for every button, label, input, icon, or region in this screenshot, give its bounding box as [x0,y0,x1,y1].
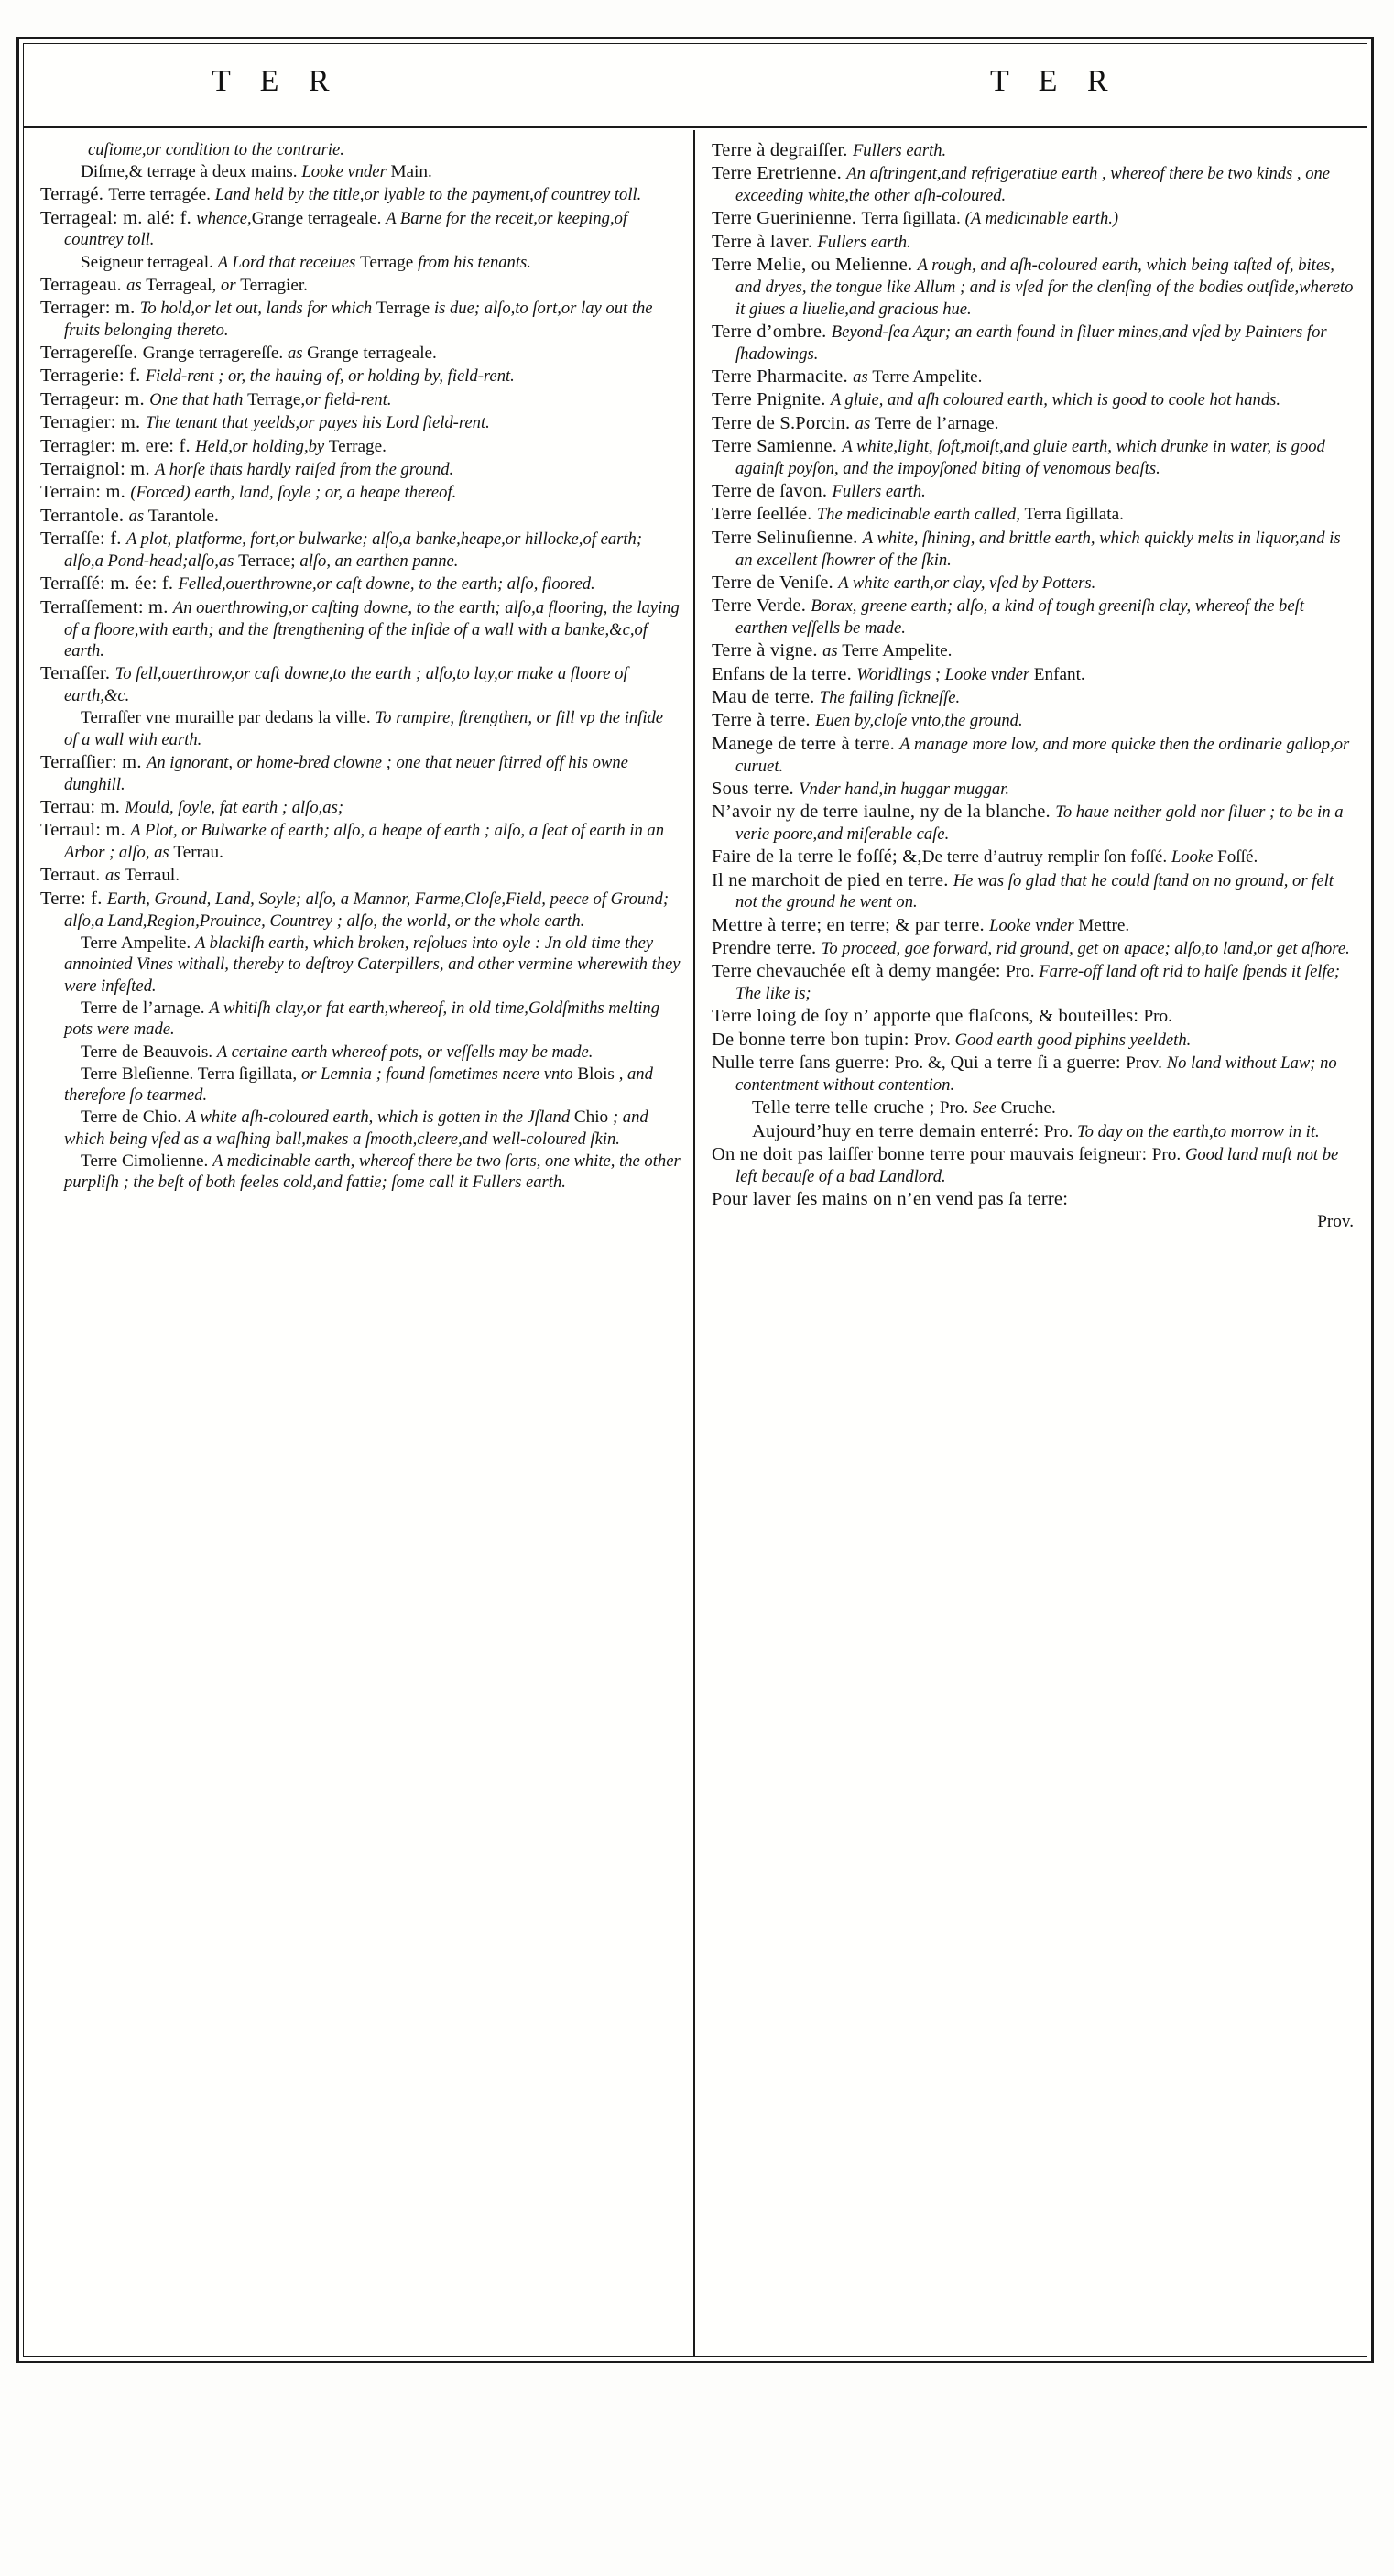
entry-segment: Mau de terre. [712,686,820,707]
entry-segment: No land without Law; no contentment without contention. [735,1053,1337,1096]
entry-segment: A gluie, and aſh coloured earth, which is good to coole hot hands. [830,390,1281,410]
dictionary-entry [712,480,1354,503]
entry-segment: Mettre. [1078,915,1130,935]
entry-segment: whence, [196,208,252,228]
entry-segment: as [287,344,308,364]
entry-segment: A manage more low, and more quicke then the ordinarie gallop,or curuet. [735,734,1350,776]
entry-segment: Tarantole. [147,506,219,526]
dictionary-entry [712,162,1354,206]
entry-segment: Terrau. [173,843,223,863]
entry-segment: A white aſh-coloured earth, which is gotten in the Jſland [185,1108,574,1128]
dictionary-entry [712,960,1354,1004]
entry-segment: De bonne terre bon tupin: [712,1029,914,1050]
entry-segment: Aujourd’huy en terre demain enterré: [752,1120,1044,1141]
entry-segment: The falling ſickneſſe. [819,687,961,707]
entry-segment: Chio [573,1108,613,1128]
dictionary-entry [40,274,681,297]
entry-segment: Prov. [1317,1212,1354,1232]
dictionary-entry [40,365,681,387]
entry-segment: (A medicinable earth.) [964,209,1119,229]
entry-segment: as [853,366,873,387]
entry-segment: Prov. [1126,1053,1167,1074]
entry-segment: Vnder hand,in huggar muggar. [799,779,1010,799]
entry-segment: Terrager: m. [40,298,140,319]
entry-segment: Terra ſigillata, [197,1064,301,1084]
dictionary-entry [712,1188,1354,1211]
dictionary-entry [40,888,681,932]
entry-segment: Terragereſſe. [40,343,143,364]
entry-segment: Terrau: m. [40,796,125,817]
entry-segment: Terre à laver. [712,231,818,252]
dictionary-entry [40,933,681,998]
dictionary-entry [712,733,1354,777]
entry-segment: The tenant that yeelds,or payes his Lord field-rent. [145,413,490,433]
entry-segment: Terre Guerinienne. [712,208,862,229]
text-columns [24,130,1367,2356]
column-right [695,130,1367,2356]
entry-segment: Grange terragereſſe. [142,344,288,364]
entry-segment: Good land muſt not be left becauſe of a bad Landlord. [735,1144,1339,1186]
dictionary-entry [712,846,1354,868]
entry-segment: Terragier: m. [40,412,146,433]
entry-segment: Terre de l’arnage. [874,413,999,433]
dictionary-entry [712,527,1354,571]
entry-segment: Terre Pnignite. [712,389,831,410]
entry-segment: Terrageal: m. alé: f. [40,207,197,228]
entry-segment: To hold,or let out, lands for which [139,299,376,319]
entry-segment: Blois [577,1064,619,1084]
entry-segment: A plot, platforme, fort,or bulwarke; alſo,a banke,heape,or hillocke,of earth; alſo,a Pond-head;alſo,as [64,529,643,572]
dictionary-entry [40,183,681,206]
dictionary-entry [712,321,1354,365]
dictionary-entry [712,914,1354,937]
entry-segment: Terre loing de ſoy n’ apporte que flaſcons, & bouteilles: [712,1006,1144,1027]
entry-segment: Terre: f. [40,888,107,909]
entry-segment: Terrage. [328,436,387,456]
dictionary-entry [712,1120,1354,1143]
dictionary-entry [40,139,681,161]
entry-segment: See [973,1098,1001,1119]
entry-segment: Earth, Ground, Land, Soyle; alſo, a Mannor, Farme,Cloſe,Field, peece of Ground; alſo,a Land,Region,Prouince, Countrey ; alſo, the world, or the whole earth. [64,889,670,931]
dictionary-entry [40,528,681,572]
entry-segment: Cruche. [1000,1098,1056,1119]
entry-segment: Terra ſigillata. [861,209,965,229]
running-head-right: T E R [990,64,1119,98]
entry-segment: Felled,ouerthrowne,or caſt downe, to the earth; alſo, floored. [178,574,595,595]
entry-segment: Telle terre telle cruche ; [752,1097,940,1119]
entry-segment: An aſtringent,and refrigeratiue earth , whereof there be two kinds , one exceeding white,the other aſh-coloured. [735,164,1331,206]
dictionary-entry [40,707,681,750]
entry-segment: Terrain: m. [40,482,131,503]
entry-segment: A blackiſh earth, which broken, reſolues into oyle : Jn old time they annointed Vines withall, thereby to deſtroy Caterpillers, and other vermine wherewith they were infeſted. [64,933,681,996]
entry-segment: Terraſſier: m. [40,751,147,772]
dictionary-entry [40,819,681,863]
entry-segment: Foſſé. [1217,847,1258,868]
entry-segment: Terre de l’arnage. [81,998,210,1018]
entry-segment: Prendre terre. [712,937,822,958]
dictionary-entry [712,595,1354,639]
entry-segment: Terre de Veniſe. [712,572,839,593]
entry-segment: Terraul: m. [40,820,131,841]
dictionary-entry [40,161,681,183]
entry-segment: Terre de S.Porcin. [712,412,855,433]
dictionary-entry [712,937,1354,960]
entry-segment: Fullers earth. [817,232,911,252]
entry-segment: Terraut. [40,865,105,886]
entry-segment: Terre Ampelite. [842,641,953,661]
entry-segment: One that hath [149,389,248,409]
dictionary-entry [40,1151,681,1194]
entry-segment: Terraſſement: m. [40,596,173,617]
entry-segment: An ignorant, or home-bred clowne ; one that neuer ſtirred off his owne dunghill. [64,752,628,794]
dictionary-entry [40,411,681,434]
dictionary-entry [712,778,1354,801]
entry-segment: Terre Bleſienne. [81,1064,198,1084]
entry-segment: Terraul. [125,866,180,886]
dictionary-entry [712,686,1354,709]
column-left [24,130,695,2356]
entry-segment: Diſme,& terrage à deux mains. [81,162,302,182]
page-border [16,37,1374,2363]
dictionary-entry [40,458,681,481]
entry-segment: To fell,ouerthrow,or caſt downe,to the earth ; alſo,to lay,or make a floore of earth,&c. [64,664,628,706]
entry-segment: Terre Selinuſienne. [712,527,863,548]
page-header [24,44,1367,128]
dictionary-entry [40,252,681,274]
entry-segment: Terre de Chio. [81,1108,186,1128]
entry-segment: Terre Ampelite. [81,933,195,953]
dictionary-entry [712,139,1354,162]
entry-segment: (Forced) earth, land, ſoyle ; or, a heape thereof. [130,483,457,503]
dictionary-entry [712,254,1354,320]
entry-segment: A white earth,or clay, vſed by Potters. [838,573,1096,593]
page-inner-border [23,43,1367,2357]
entry-segment: Terre Melie, ou Melienne. [712,255,918,276]
entry-segment: De terre d’autruy remplir ſon foſſé. [921,847,1171,868]
entry-segment: Terre Pharmacite. [712,366,854,387]
entry-segment: To rampire, ſtrengthen, or fill vp the inſide of a wall with earth. [64,708,664,749]
entry-segment: Enfans de la terre. [712,663,857,684]
entry-segment: Pro. [939,1098,974,1119]
entry-segment: A Plot, or Bulwarke of earth; alſo, a heape of earth ; alſo, a ſeat of earth in an Arbor ; alſo, as [64,821,665,863]
entry-segment: Field-rent ; or, the hauing of, or holding by, field-rent. [145,366,515,387]
dictionary-entry [712,388,1354,411]
entry-segment: Fullers earth. [832,481,926,501]
entry-segment: Manege de terre à terre. [712,733,900,754]
entry-segment: Pro. [1143,1007,1172,1027]
entry-segment: Il ne marchoit de pied en terre. [712,869,953,890]
entry-segment: To proceed, goe forward, rid ground, get on apace; alſo,to land,or get aſhore. [821,938,1350,958]
entry-segment: Terragerie: f. [40,366,146,387]
entry-segment: alſo, an earthen panne. [299,551,459,572]
entry-segment: Nulle terre ſans guerre: [712,1053,895,1074]
entry-segment: A horſe thats hardly raiſed from the ground. [155,460,454,480]
dictionary-entry [40,435,681,458]
entry-segment: Pro. [1151,1144,1185,1164]
dictionary-entry [40,388,681,411]
dictionary-entry [712,663,1354,686]
dictionary-entry [40,1064,681,1107]
dictionary-entry [40,596,681,662]
entry-segment: or [221,275,241,295]
entry-segment: is due; alſo,to ſort,or lay out the fruits belonging thereto. [64,299,653,340]
entry-segment: Terrage [376,299,434,319]
dictionary-entry [712,1052,1354,1096]
dictionary-entry [712,231,1354,254]
dictionary-entry [40,505,681,528]
entry-segment: Terre d’ombre. [712,321,832,342]
entry-segment: On ne doit pas laiſſer bonne terre pour mauvais ſeigneur: [712,1143,1152,1164]
dictionary-entry [40,342,681,365]
entry-segment: as [126,275,147,295]
entry-segment: The medicinable earth called, [816,505,1025,525]
entry-segment: Worldlings ; Looke vnder [856,664,1034,684]
entry-segment: To day on the earth,to morrow in it. [1077,1121,1320,1141]
entry-segment: Terrace; [238,551,300,572]
entry-segment: Terre ſeellée. [712,504,817,525]
entry-segment: Terrageur: m. [40,388,150,409]
entry-segment: Enfant. [1033,664,1085,684]
entry-segment: Terre Eretrienne. [712,163,847,184]
entry-segment: A Barne for the receit,or keeping,of countrey toll. [64,208,628,250]
dictionary-entry [712,1211,1354,1232]
entry-segment: Main. [390,162,432,182]
entry-segment: from his tenants. [418,252,531,272]
entry-segment: as [128,506,148,526]
dictionary-entry [40,573,681,595]
entry-segment: Farre-off land oft rid to halſe ſpends it ſelfe; The like is; [735,962,1341,1004]
entry-segment: A Lord that receiues [217,252,360,272]
entry-segment: Terre de Beauvois. [81,1042,217,1062]
entry-segment: Terrageal, [146,275,222,295]
entry-segment: cuſiome,or condition to the contrarie. [88,140,344,159]
dictionary-entry [712,1005,1354,1028]
entry-segment: Grange terrageale. [307,344,437,364]
entry-segment: Terre chevauchée eſt à demy mangée: [712,961,1007,982]
entry-segment: A medicinable earth, whereof there be two ſorts, one white, the other purpliſh ; the beſt of both feeles cold,and fattie; ſome call it Fullers earth. [64,1151,681,1193]
entry-segment: Qui a terre ſi a guerre: [950,1053,1127,1074]
entry-segment: Sous terre. [712,778,800,799]
dictionary-entry [712,435,1354,479]
dictionary-entry [712,1097,1354,1119]
entry-segment: as [822,641,843,661]
entry-segment: Prov. [913,1030,955,1050]
entry-segment: as [855,413,875,433]
entry-segment: Terraſſé: m. ée: f. [40,573,179,595]
entry-segment: Terre Cimolienne. [81,1151,213,1171]
entry-segment: To haue neither gold nor ſiluer ; to be in a verie poore,and miſerable caſe. [735,802,1344,845]
entry-segment: Terre de ſavon. [712,480,833,501]
entry-segment: Terrage [359,252,419,272]
entry-segment: Terraſſer vne muraille par dedans la ville. [81,708,376,728]
entry-segment: Looke [1171,847,1218,868]
dictionary-entry [712,1029,1354,1052]
dictionary-entry [40,1042,681,1064]
entry-segment: Terrantole. [40,505,129,526]
entry-segment: N’avoir ny de terre iaulne, ny de la blanche. [712,802,1056,823]
entry-segment: Land held by the title,or lyable to the payment,of countrey toll. [214,185,642,205]
entry-segment: ; and which being vſed as a waſhing ball,makes a ſmooth,cleere,and well-coloured ſkin. [64,1108,648,1149]
entry-segment: Terre Samienne. [712,435,843,456]
entry-segment: Terre à degraiſſer. [712,140,853,160]
entry-segment: Terra ſigillata. [1024,505,1124,525]
dictionary-entry [712,572,1354,595]
dictionary-entry [40,297,681,341]
entry-segment: A white, ſhining, and brittle earth, which quickly melts in liquor,and is an excellent ſhowrer of the ſkin. [735,528,1341,570]
entry-segment: Terraſſer. [40,663,115,684]
entry-segment: Mettre à terre; en terre; & par terre. [712,914,990,935]
entry-segment: A whitiſh clay,or fat earth,whereof, in old time,Goldſmiths melting pots were made. [64,998,660,1040]
entry-segment: Held,or holding,by [195,436,329,456]
entry-segment: Borax, greene earth; alſo, a kind of tough greeniſh clay, whereof the beſt earthen veſſells be made. [735,596,1304,639]
entry-segment: Terre Verde. [712,595,811,617]
dictionary-entry [712,801,1354,845]
dictionary-entry [712,412,1354,435]
entry-segment: An ouerthrowing,or caſting downe, to the earth; alſo,a flooring, the laying of a floore,with earth; and the ſtrengthening of the inſide of a wall with a banke,&c,of earth. [64,597,680,661]
entry-segment: Pro. &, [894,1053,951,1074]
entry-segment: Mould, ſoyle, fat earth ; alſo,as; [125,797,344,817]
dictionary-entry [40,751,681,795]
running-head-left: T E R [212,64,341,98]
entry-segment: He was ſo glad that he could ſtand on no ground, or felt not the ground he went on. [735,870,1334,912]
entry-segment: Pro. [1043,1121,1078,1141]
entry-segment: Looke vnder [989,915,1079,935]
entry-segment: Terre terragée. [108,185,215,205]
entry-segment: Pro. [1006,962,1040,982]
entry-segment: Terre Ampelite. [872,366,983,387]
dictionary-entry [40,864,681,887]
entry-segment: Terrageau. [40,274,127,295]
dictionary-entry [712,503,1354,526]
dictionary-entry [40,1107,681,1150]
entry-segment: Terrage, [247,389,306,409]
dictionary-entry [40,481,681,504]
entry-segment: Terragier: m. ere: f. [40,435,196,456]
entry-segment: Terre à vigne. [712,640,823,661]
entry-segment: Euen by,cloſe vnto,the ground. [815,711,1023,731]
dictionary-entry [712,709,1354,732]
entry-segment: or Lemnia ; found ſometimes neere vnto [300,1064,578,1084]
dictionary-entry [40,662,681,706]
entry-segment: Looke vnder [301,162,391,182]
entry-segment: Faire de la terre le foſſé; &, [712,846,922,868]
entry-segment: Beyond-ſea Aʐur; an earth found in ſiluer mines,and vſed by Painters for ſhadowings. [735,322,1327,364]
dictionary-entry [712,366,1354,388]
entry-segment: Good earth good piphins yeeldeth. [954,1030,1192,1050]
dictionary-entry [712,207,1354,230]
dictionary-entry [712,639,1354,662]
entry-segment: Terragier. [240,275,308,295]
dictionary-entry [40,998,681,1041]
entry-segment: Terragé. [40,184,109,205]
dictionary-entry [40,796,681,819]
entry-segment: Seigneur terrageal. [81,252,218,272]
entry-segment: A rough, and aſh-coloured earth, which being taſted of, bites, and dryes, the tongue like Allum ; and is vſed for the clenſing of the bodies outſide,whereto it giues a liuelie,and gracious hue. [735,256,1354,319]
entry-segment: Terre à terre. [712,710,816,731]
dictionary-entry [712,1143,1354,1187]
entry-segment: Fullers earth. [852,141,947,160]
entry-segment: A white,light, ſoft,moiſt,and gluie earth, which drunke in water, is good againſt poyſon, and the impoyſoned biting of venomous beaſts. [735,436,1325,478]
entry-segment: A certaine earth whereof pots, or veſſells may be made. [216,1042,594,1062]
entry-segment: Terraignol: m. [40,459,156,480]
dictionary-entry [712,869,1354,913]
entry-segment: or field-rent. [305,389,392,409]
entry-segment: as [104,866,125,886]
entry-segment: Grange terrageale. [251,208,387,228]
entry-segment: Terraſſe: f. [40,529,126,550]
dictionary-entry [40,207,681,251]
entry-segment: , and therefore ſo tearmed. [64,1064,653,1106]
entry-segment: Pour laver ſes mains on n’en vend pas ſa terre: [712,1188,1069,1209]
